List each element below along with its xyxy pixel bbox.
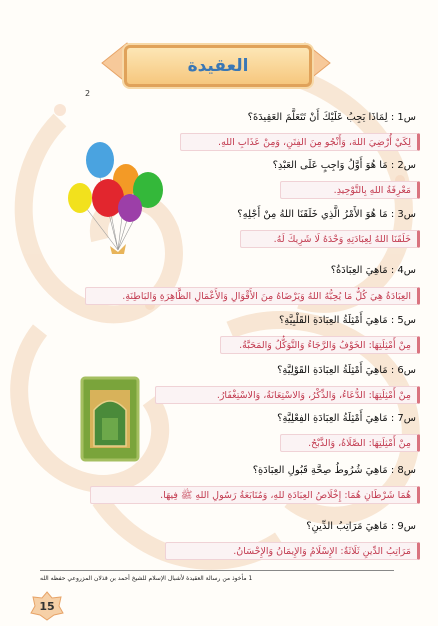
question-number: س9 : (390, 521, 416, 532)
page-title: العقيدة (187, 56, 249, 76)
balloons-image (66, 138, 170, 268)
question-4 (331, 265, 416, 276)
footnote: 1 مأخوذ من رسالة العقيدة لأشبال الإسلام للشيخ أحمد بن قذلان المزروعي حفظه الله (40, 575, 253, 582)
question-text: مَاهِيَ مَرَاتِبُ الدِّينِ؟ (306, 521, 388, 532)
question-number: س6 : (390, 365, 416, 376)
answer-4: العِبَادَةُ هِيَ كُلُّ مَا يُحِبُّهُ اللهُ وَيَرْضَاهُ مِنَ الأَقْوَالِ وَالأَعْمَالِ الظَّاهِرَةِ وَالبَاطِنَةِ. (85, 287, 420, 305)
question-9 (306, 521, 416, 532)
question-5 (279, 315, 416, 326)
title-banner (124, 45, 312, 87)
question-text: مَاهِيَ أَمْثِلَةُ العِبَادَةِ الفِعْلِيَّةِ؟ (277, 413, 388, 424)
question-text: مَاهِيَ أَمْثِلَةُ العِبَادَةِ القَلْبِيَّةِ؟ (278, 315, 388, 326)
question-text: مَاهِيَ أَمْثِلَةُ العِبَادَةِ القَوْلِيَّةِ؟ (277, 365, 388, 376)
question-1 (248, 112, 416, 123)
question-2 (273, 160, 416, 171)
question-number: س7 : (390, 413, 416, 424)
prayer-mat-image (80, 376, 140, 462)
side-number: 2 (85, 89, 91, 98)
answer-1: لِكَيْ أُرْضِيَ اللهَ، وَأَنْجُو مِنَ الفِتَنِ، وَمِنْ عَذَابِ اللهِ. (180, 133, 420, 151)
question-number: س1 : (390, 112, 416, 123)
page-number: 15 (39, 599, 55, 613)
question-3 (237, 209, 416, 220)
question-text: لِمَاذَا يَجِبُ عَلَيْكَ أَنْ تَتَعَلَّمَ العَقِيدَةَ؟ (247, 112, 388, 123)
question-number: س5 : (390, 315, 416, 326)
answer-7: مِنْ أَمْثِلَتِهَا: الصَّلَاةُ، وَالذَّبْحُ. (280, 434, 420, 452)
question-text: مَاهِيَ العِبَادَةُ؟ (330, 265, 388, 276)
answer-2: مَعْرِفَةُ اللهِ بِالتَّوْحِيدِ. (280, 181, 420, 199)
question-6 (277, 365, 416, 376)
answer-6: مِنْ أَمْثِلَتِهَا: الدُّعَاءُ، وَالذِّكْرُ، وَالاسْتِعَانَةُ، وَالاسْتِغْفَارُ. (155, 386, 420, 404)
question-number: س4 : (390, 265, 416, 276)
question-text: مَا هُوَ أَوَّلُ وَاجِبٍ عَلَى العَبْدِ؟ (272, 160, 388, 171)
answer-8: هُمَا شَرْطَانِ هُمَا: إِخْلَاصُ العِبَادَةِ للهِ، وَمُتَابَعَةُ رَسُولِ اللهِ ﷺ فِيهَا. (90, 486, 420, 504)
question-7 (277, 413, 416, 424)
answer-5: مِنْ أَمْثِلَتِهَا: الخَوْفُ وَالرَّجَاءُ وَالتَّوَكُّلُ وَالمَحَبَّةُ. (220, 336, 420, 354)
question-8 (253, 465, 416, 476)
question-number: س2 : (390, 160, 416, 171)
page-number-badge (30, 591, 64, 621)
answer-9: مَرَاتِبُ الدِّينِ ثَلَاثَةٌ: الإِسْلَامُ وَالإِيمَانُ وَالإِحْسَانُ. (165, 542, 420, 560)
question-number: س3 : (390, 209, 416, 220)
question-text: مَا هُوَ الأَمْرُ الَّذِي خَلَقَنَا اللهُ مِنْ أَجْلِهِ؟ (237, 209, 388, 220)
question-text: مَاهِيَ شُرُوطُ صِحَّةِ قَبُولِ العِبَادَةِ؟ (252, 465, 388, 476)
footnote-divider (40, 570, 394, 571)
answer-3: خَلَقَنَا اللهُ لِعِبَادَتِهِ وَحْدَهُ لَا شَرِيكَ لَهُ. (240, 230, 420, 248)
question-number: س8 : (390, 465, 416, 476)
